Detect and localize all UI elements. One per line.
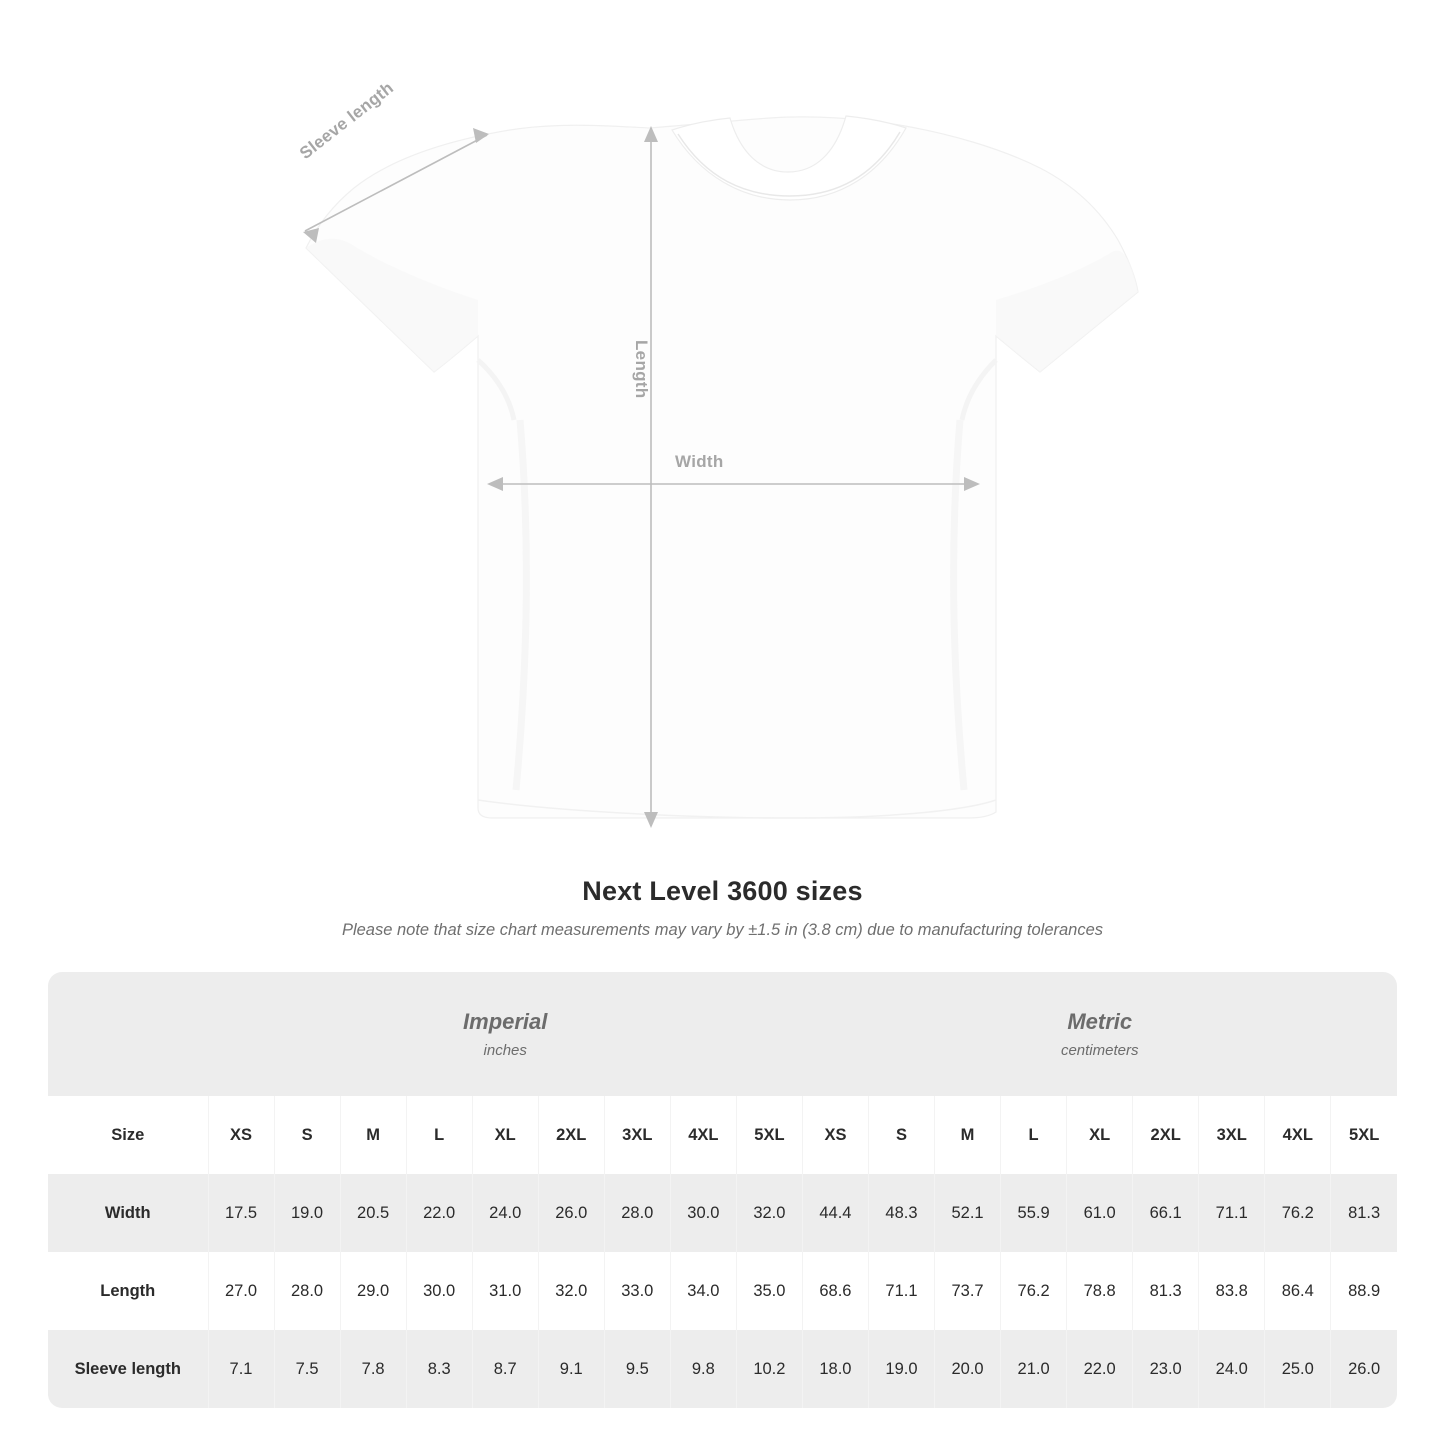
header-size-imp-6: 3XL xyxy=(604,1096,670,1174)
cell-width-imp-1: 19.0 xyxy=(274,1174,340,1252)
header-size-imp-1: S xyxy=(274,1096,340,1174)
cell-width-imp-6: 28.0 xyxy=(604,1174,670,1252)
cell-width-imp-4: 24.0 xyxy=(472,1174,538,1252)
cell-length-imp-2: 29.0 xyxy=(340,1252,406,1330)
cell-length-met-3: 76.2 xyxy=(1001,1252,1067,1330)
size-table xyxy=(48,972,1397,1408)
cell-width-met-7: 76.2 xyxy=(1265,1174,1331,1252)
table-row xyxy=(48,1174,1397,1252)
cell-length-met-5: 81.3 xyxy=(1133,1252,1199,1330)
header-size-imp-3: L xyxy=(406,1096,472,1174)
header-size-met-7: 4XL xyxy=(1265,1096,1331,1174)
table-header-row xyxy=(48,1096,1397,1174)
cell-length-met-7: 86.4 xyxy=(1265,1252,1331,1330)
cell-width-imp-8: 32.0 xyxy=(736,1174,802,1252)
cell-width-met-6: 71.1 xyxy=(1199,1174,1265,1252)
header-size-imp-7: 4XL xyxy=(670,1096,736,1174)
unit-group-metric xyxy=(802,972,1397,1096)
cell-sleeve-met-0: 18.0 xyxy=(802,1330,868,1408)
unit-group-metric-sub: centimeters xyxy=(1060,1042,1139,1059)
header-size-met-1: S xyxy=(868,1096,934,1174)
cell-width-imp-7: 30.0 xyxy=(670,1174,736,1252)
header-size-met-2: M xyxy=(935,1096,1001,1174)
cell-sleeve-imp-0: 7.1 xyxy=(208,1330,274,1408)
cell-sleeve-met-4: 22.0 xyxy=(1067,1330,1133,1408)
cell-length-met-4: 78.8 xyxy=(1067,1252,1133,1330)
cell-sleeve-imp-7: 9.8 xyxy=(670,1330,736,1408)
cell-width-met-8: 81.3 xyxy=(1331,1174,1397,1252)
cell-length-met-0: 68.6 xyxy=(802,1252,868,1330)
cell-sleeve-imp-3: 8.3 xyxy=(406,1330,472,1408)
cell-width-met-5: 66.1 xyxy=(1133,1174,1199,1252)
header-size-imp-8: 5XL xyxy=(736,1096,802,1174)
cell-length-imp-5: 32.0 xyxy=(538,1252,604,1330)
cell-length-imp-1: 28.0 xyxy=(274,1252,340,1330)
cell-sleeve-imp-4: 8.7 xyxy=(472,1330,538,1408)
row-label-width: Width xyxy=(48,1174,208,1252)
header-size-met-4: XL xyxy=(1067,1096,1133,1174)
size-table-wrapper xyxy=(48,972,1397,1408)
cell-sleeve-met-3: 21.0 xyxy=(1001,1330,1067,1408)
sleeve-length-annotation: Sleeve length xyxy=(296,78,398,163)
header-size-imp-5: 2XL xyxy=(538,1096,604,1174)
cell-sleeve-imp-5: 9.1 xyxy=(538,1330,604,1408)
header-size-met-6: 3XL xyxy=(1199,1096,1265,1174)
cell-width-imp-3: 22.0 xyxy=(406,1174,472,1252)
tolerance-note: Please note that size chart measurements may vary by ±1.5 in (3.8 cm) due to manufacturing tolerances xyxy=(341,921,1104,939)
cell-length-imp-4: 31.0 xyxy=(472,1252,538,1330)
length-annotation: Length xyxy=(632,340,651,399)
table-row xyxy=(48,1252,1397,1330)
cell-length-met-6: 83.8 xyxy=(1199,1252,1265,1330)
title-block xyxy=(0,876,1445,940)
page-title: Next Level 3600 sizes xyxy=(582,876,863,906)
cell-width-imp-5: 26.0 xyxy=(538,1174,604,1252)
row-label-sleeve-length: Sleeve length xyxy=(48,1330,208,1408)
cell-sleeve-met-5: 23.0 xyxy=(1133,1330,1199,1408)
width-annotation: Width xyxy=(675,452,724,471)
unit-header-row xyxy=(48,972,1397,1096)
cell-sleeve-imp-1: 7.5 xyxy=(274,1330,340,1408)
header-size-met-5: 2XL xyxy=(1133,1096,1199,1174)
unit-header-spacer xyxy=(48,972,208,1096)
cell-width-imp-2: 20.5 xyxy=(340,1174,406,1252)
cell-sleeve-met-6: 24.0 xyxy=(1199,1330,1265,1408)
cell-sleeve-met-8: 26.0 xyxy=(1331,1330,1397,1408)
header-size-imp-2: M xyxy=(340,1096,406,1174)
cell-length-met-1: 71.1 xyxy=(868,1252,934,1330)
cell-sleeve-met-1: 19.0 xyxy=(868,1330,934,1408)
cell-width-imp-0: 17.5 xyxy=(208,1174,274,1252)
cell-sleeve-imp-8: 10.2 xyxy=(736,1330,802,1408)
unit-group-metric-name: Metric xyxy=(1067,1009,1133,1034)
cell-length-met-2: 73.7 xyxy=(935,1252,1001,1330)
cell-sleeve-imp-2: 7.8 xyxy=(340,1330,406,1408)
header-size-imp-0: XS xyxy=(208,1096,274,1174)
unit-group-imperial xyxy=(208,972,802,1096)
table-row xyxy=(48,1330,1397,1408)
cell-sleeve-met-7: 25.0 xyxy=(1265,1330,1331,1408)
unit-group-imperial-name: Imperial xyxy=(463,1009,548,1034)
cell-length-imp-6: 33.0 xyxy=(604,1252,670,1330)
header-size-label: Size xyxy=(48,1096,208,1174)
cell-width-met-1: 48.3 xyxy=(868,1174,934,1252)
cell-length-imp-0: 27.0 xyxy=(208,1252,274,1330)
header-size-imp-4: XL xyxy=(472,1096,538,1174)
header-size-met-8: 5XL xyxy=(1331,1096,1397,1174)
unit-group-imperial-sub: inches xyxy=(483,1042,527,1059)
cell-width-met-2: 52.1 xyxy=(935,1174,1001,1252)
cell-length-imp-3: 30.0 xyxy=(406,1252,472,1330)
cell-sleeve-imp-6: 9.5 xyxy=(604,1330,670,1408)
cell-width-met-4: 61.0 xyxy=(1067,1174,1133,1252)
cell-length-imp-8: 35.0 xyxy=(736,1252,802,1330)
cell-sleeve-met-2: 20.0 xyxy=(935,1330,1001,1408)
header-size-met-0: XS xyxy=(802,1096,868,1174)
cell-width-met-0: 44.4 xyxy=(802,1174,868,1252)
cell-length-imp-7: 34.0 xyxy=(670,1252,736,1330)
row-label-length: Length xyxy=(48,1252,208,1330)
cell-width-met-3: 55.9 xyxy=(1001,1174,1067,1252)
cell-length-met-8: 88.9 xyxy=(1331,1252,1397,1330)
header-size-met-3: L xyxy=(1001,1096,1067,1174)
